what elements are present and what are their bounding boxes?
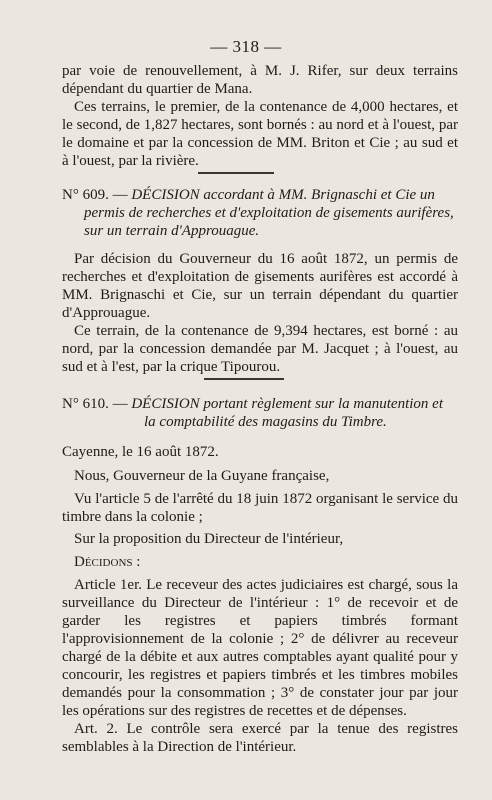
decision-610-title: DÉCISION portant règlement sur la manutention et (131, 396, 443, 412)
continuation-section (62, 62, 458, 170)
decision-609-paragraph-1: Par décision du Gouverneur du 16 août 1872, un permis de recherches et d'exploitation de gisements aurifères est accordé à MM. Brignaschi et Cie, sur un terrain dépendant du quartier d'Approuague. (62, 251, 458, 321)
dateline: Cayenne, le 16 août 1872. (62, 444, 219, 460)
decision-610-heading (62, 395, 458, 431)
decision-610-title-continued: la comptabilité des magasins du Timbre. (144, 414, 387, 430)
preamble-sur: Sur la proposition du Directeur de l'intérieur, (74, 531, 344, 547)
decision-610-number: N° 610. — (62, 396, 128, 412)
continuation-paragraph: par voie de renouvellement, à M. J. Rifer, sur deux terrains dépendant du quartier de Mana. (62, 63, 458, 97)
preamble-nous: Nous, Gouverneur de la Guyane française, (74, 468, 330, 484)
section-divider (204, 378, 284, 380)
article-1: Article 1er. Le receveur des actes judiciaires est chargé, sous la surveillance du Directeur de l'intérieur : 1° de recevoir et de garder les registres et papiers timbrés formant l'approvisionnement de la colonie ; 2° de délivrer au receveur chargé de la débite et aux autres comptables ayant qualité pour y concourir, les registres et papiers timbrés et les timbres mobiles demandés pour la consommation ; 3° de constater jour par jour les opérations sur des registres de recettes et de dépenses. (62, 577, 458, 719)
decision-609-paragraph-2: Ce terrain, de la contenance de 9,394 hectares, est borné : au nord, par la concession demandée par M. Jacquet ; à l'ouest, au sud et à l'est, par la crique Tipourou. (62, 323, 458, 375)
decision-609-number: N° 609. — (62, 187, 128, 203)
preamble-vu: Vu l'article 5 de l'arrêté du 18 juin 1872 organisant le service du timbre dans la colonie ; (62, 491, 458, 525)
decidons-heading: Décidons : (74, 554, 141, 570)
article-2: Art. 2. Le contrôle sera exercé par la tenue des registres semblables à la Direction de l'intérieur. (62, 721, 458, 755)
decision-610-section (62, 395, 458, 756)
decision-609-title-continued: permis de recherches et d'exploitation de gisements aurifères, sur un terrain d'Approuague. (84, 205, 454, 239)
section-divider (198, 172, 274, 174)
terrain-description-paragraph: Ces terrains, le premier, de la contenance de 4,000 hectares, et le second, de 1,827 hectares, sont bornés : au nord et à l'ouest, par le domaine et par la concession de MM. Briton et Cie ; au sud et à l'ouest, par la rivière. (62, 99, 458, 169)
page-number: — 318 — (210, 37, 282, 56)
decision-609-section (62, 186, 458, 376)
decision-609-title: DÉCISION accordant à MM. Brignaschi et Cie un (131, 187, 435, 203)
decision-609-heading (62, 186, 458, 240)
